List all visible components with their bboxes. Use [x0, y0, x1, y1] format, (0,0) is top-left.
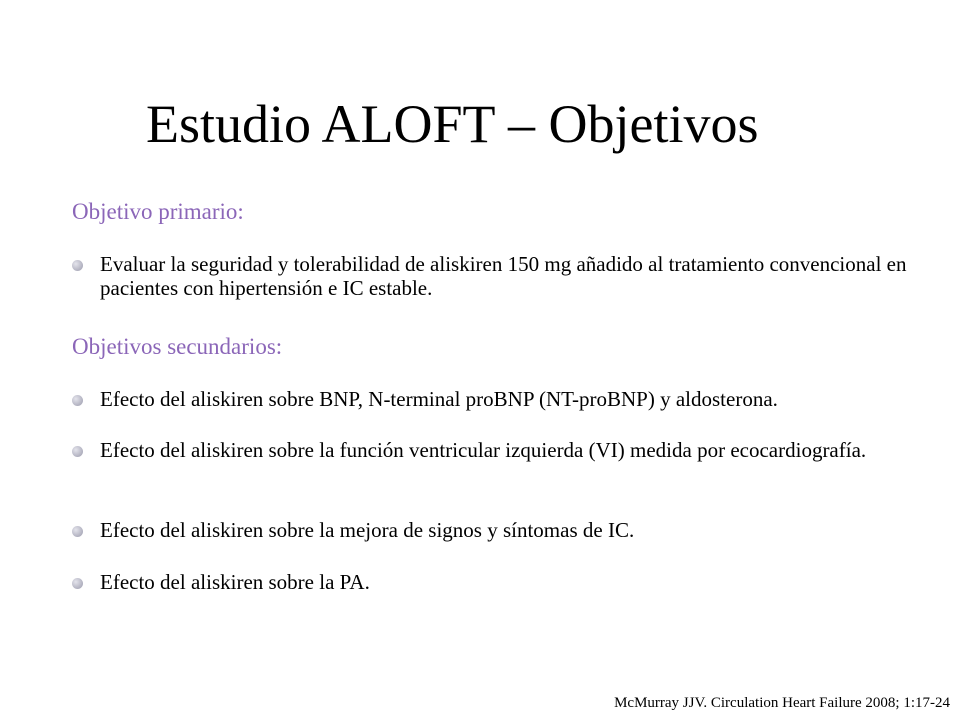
bullet-dot-icon — [72, 578, 83, 589]
bullet-dot-icon — [72, 526, 83, 537]
bullet-text: Efecto del aliskiren sobre BNP, N-terminal proBNP (NT-proBNP) y aldosterona. — [100, 387, 778, 411]
bullet-text: Efecto del aliskiren sobre la función ventricular izquierda (VI) medida por ecocardiografía. — [100, 438, 867, 462]
citation: McMurray JJV. Circulation Heart Failure 2008; 1:17-24 — [614, 695, 950, 711]
slide-title: Estudio ALOFT – Objetivos — [146, 94, 759, 154]
bullet-text: Evaluar la seguridad y tolerabilidad de aliskiren 150 mg añadido al tratamiento convencional en pacientes con hipertensión e IC estable. — [100, 252, 907, 300]
bullet-text: Efecto del aliskiren sobre la PA. — [100, 570, 370, 594]
bullet-dot-icon — [72, 395, 83, 406]
bullet-dot-icon — [72, 446, 83, 457]
bullet-text: Efecto del aliskiren sobre la mejora de signos y síntomas de IC. — [100, 518, 635, 542]
primary-objective-heading: Objetivo primario: — [72, 199, 244, 224]
secondary-objectives-heading: Objetivos secundarios: — [72, 334, 283, 359]
bullet-dot-icon — [72, 260, 83, 271]
